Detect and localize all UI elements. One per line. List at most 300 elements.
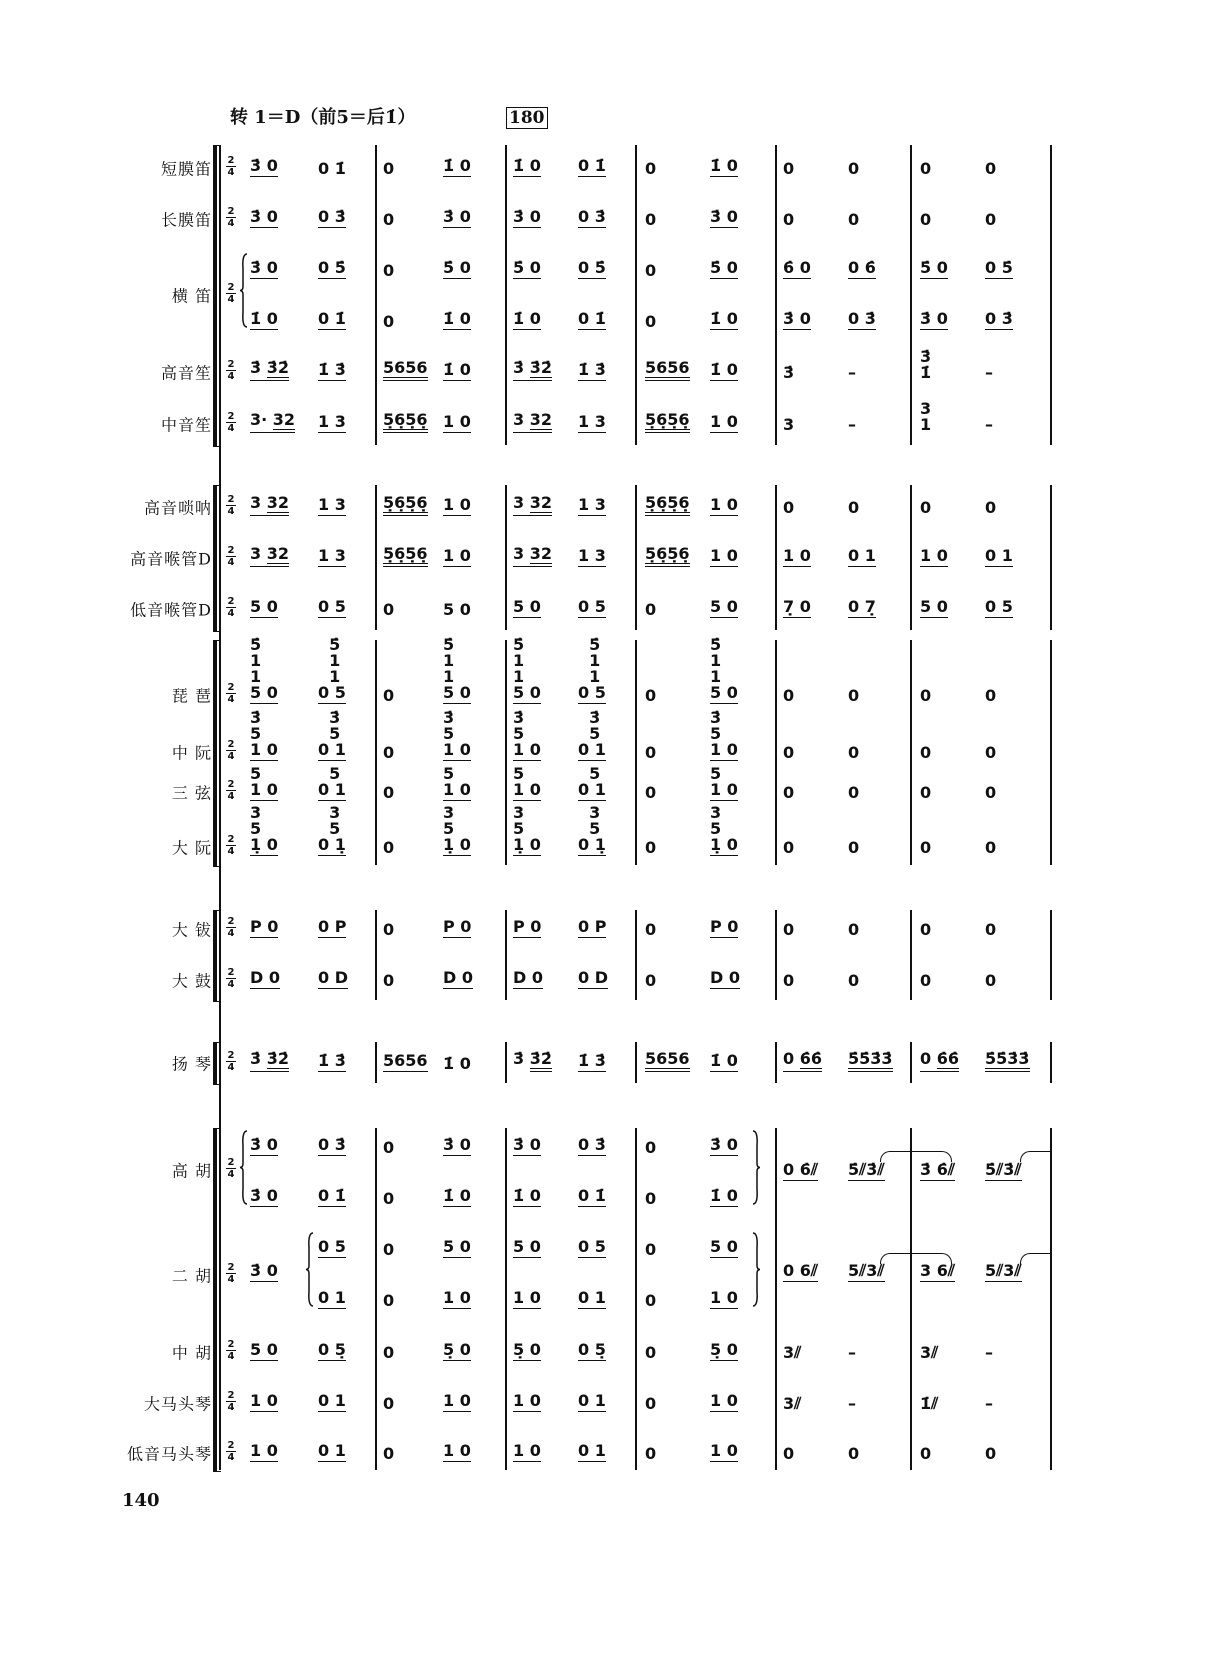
note-text: 0 1 bbox=[578, 1441, 606, 1460]
note-group bbox=[383, 1138, 394, 1157]
note-group bbox=[783, 783, 794, 802]
group-bracket bbox=[213, 1128, 221, 1472]
note-group bbox=[578, 1443, 606, 1462]
note-group bbox=[578, 209, 606, 228]
note-group bbox=[513, 1393, 541, 1412]
note-beat bbox=[250, 1051, 289, 1072]
note-group bbox=[985, 415, 993, 434]
note-text: 5 0 bbox=[443, 600, 471, 619]
note-text: 0 1̇ bbox=[578, 156, 606, 175]
note-beat bbox=[383, 922, 394, 938]
note-beat bbox=[383, 602, 394, 618]
note-text: – bbox=[985, 1394, 993, 1413]
note-text: 0 bbox=[985, 498, 997, 517]
note-beat bbox=[513, 637, 541, 704]
note-group bbox=[383, 1291, 394, 1310]
note-text: 3̇ 0 bbox=[710, 207, 738, 226]
note-beat bbox=[710, 311, 738, 330]
note-beat bbox=[250, 546, 289, 567]
note-group bbox=[383, 360, 428, 381]
note-group bbox=[513, 599, 541, 618]
note-group bbox=[578, 599, 606, 618]
time-signature-top: 2 bbox=[227, 1440, 235, 1451]
note-group bbox=[985, 838, 996, 857]
note-beat bbox=[318, 414, 346, 433]
note-group bbox=[513, 1443, 541, 1462]
note-text: 0 bbox=[783, 686, 795, 705]
time-signature-bottom: 4 bbox=[227, 791, 235, 802]
note-text: 0 bbox=[985, 159, 997, 178]
note-text: 0 bbox=[783, 159, 795, 178]
note-text: 5⫽3⫽ bbox=[848, 1261, 885, 1280]
note-beat bbox=[383, 212, 394, 228]
note-group bbox=[383, 743, 394, 762]
note-text: 0 bbox=[383, 600, 395, 619]
note-beat bbox=[783, 417, 794, 433]
note-group bbox=[783, 548, 811, 567]
time-signature bbox=[226, 683, 236, 704]
time-signature bbox=[226, 283, 236, 304]
group-bracket bbox=[213, 910, 221, 1002]
time-signature-bottom: 4 bbox=[227, 1274, 235, 1285]
note-group bbox=[710, 311, 738, 330]
barline bbox=[505, 1042, 507, 1083]
note-text: 3̇ 0 bbox=[783, 309, 811, 328]
note-beat bbox=[783, 1446, 794, 1462]
instrument-label: 大 阮 bbox=[171, 838, 212, 858]
note-group bbox=[985, 363, 993, 382]
barline bbox=[775, 145, 777, 445]
note-text: 5 0 1 bbox=[318, 764, 346, 799]
note-beat bbox=[318, 1053, 346, 1072]
note-text: 0 bbox=[985, 920, 997, 939]
barline bbox=[910, 910, 912, 1000]
note-text: 5 1 0 bbox=[443, 764, 471, 799]
sixteenth-notes: 3̇2̇ bbox=[529, 358, 552, 377]
note-beat bbox=[920, 500, 931, 516]
note-group bbox=[383, 312, 394, 331]
note-group bbox=[985, 1263, 1022, 1282]
note-beat bbox=[710, 1239, 738, 1258]
note-text: 0 5̇ bbox=[318, 258, 346, 277]
note-text: 0 bbox=[985, 743, 997, 762]
note-group bbox=[848, 210, 859, 229]
note-group bbox=[783, 1444, 794, 1463]
time-signature-bottom: 4 bbox=[227, 751, 235, 762]
barline bbox=[1050, 640, 1052, 865]
note-text: 0 bbox=[920, 498, 932, 517]
note-group bbox=[250, 546, 289, 567]
note-group bbox=[920, 548, 948, 567]
group-bracket bbox=[213, 640, 221, 867]
note-group bbox=[985, 686, 996, 705]
note-text: 0 bbox=[383, 1444, 395, 1463]
note-text: 3̇ 5 1 0 bbox=[710, 708, 738, 759]
note-text: 0 bbox=[920, 920, 932, 939]
barline bbox=[505, 485, 507, 630]
note-beat bbox=[443, 1137, 471, 1156]
time-signature-top: 2 bbox=[227, 779, 235, 790]
note-group bbox=[985, 1051, 1030, 1072]
note-beat bbox=[783, 548, 811, 567]
note-text: 1̇ 0 bbox=[443, 156, 471, 175]
time-signature-bottom: 4 bbox=[227, 979, 235, 990]
note-text: 0 bbox=[985, 1444, 997, 1463]
note-beat bbox=[783, 311, 811, 330]
instrument-label: 中 阮 bbox=[171, 743, 212, 763]
note-text: 3̇ 1̇ bbox=[920, 347, 932, 382]
note-group bbox=[710, 497, 738, 516]
tie-arc bbox=[880, 1151, 952, 1162]
note-text: 3· bbox=[250, 410, 273, 429]
note-text: 1 0 bbox=[513, 1288, 541, 1307]
note-group bbox=[443, 260, 471, 279]
note-beat bbox=[250, 1263, 278, 1282]
note-beat bbox=[985, 599, 1013, 618]
note-group bbox=[920, 1394, 938, 1413]
note-beat bbox=[513, 599, 541, 618]
sixteenth-notes: 3̇2̇ bbox=[530, 1051, 552, 1072]
note-group bbox=[383, 261, 394, 280]
tie-arc bbox=[1020, 1151, 1051, 1162]
note-text: 1 0 bbox=[783, 546, 811, 565]
time-signature-top: 2 bbox=[227, 545, 235, 556]
note-text: 0 bbox=[645, 1394, 657, 1413]
note-group bbox=[710, 1342, 738, 1361]
time-signature-top: 2 bbox=[227, 206, 235, 217]
note-beat bbox=[578, 497, 606, 516]
note-beat bbox=[645, 1345, 656, 1361]
note-group bbox=[985, 210, 996, 229]
note-group bbox=[250, 710, 278, 761]
note-beat bbox=[250, 209, 278, 228]
note-text: 1 0 bbox=[443, 495, 471, 514]
time-signature bbox=[226, 1391, 236, 1412]
note-group bbox=[645, 1138, 656, 1157]
note-group bbox=[443, 1443, 471, 1462]
note-text: 0 bbox=[920, 743, 932, 762]
note-text: 3 5 0 1̣ bbox=[318, 803, 346, 854]
note-beat bbox=[848, 1162, 885, 1181]
note-beat bbox=[318, 1239, 346, 1258]
note-beat bbox=[383, 1345, 394, 1361]
note-beat bbox=[783, 365, 794, 381]
note-beat bbox=[848, 212, 859, 228]
note-beat bbox=[578, 1137, 606, 1156]
note-text: 0 3̇ bbox=[318, 1135, 346, 1154]
note-group bbox=[783, 686, 794, 705]
time-signature-top: 2 bbox=[227, 739, 235, 750]
note-beat bbox=[645, 785, 656, 801]
note-group bbox=[443, 970, 473, 989]
time-signature-top: 2 bbox=[227, 1050, 235, 1061]
note-text: 0 1 bbox=[578, 1391, 606, 1410]
note-text: 1 3 bbox=[318, 412, 346, 431]
note-group bbox=[645, 1394, 656, 1413]
note-text: 0 bbox=[920, 971, 932, 990]
note-text: 5 1 0 bbox=[710, 764, 738, 799]
note-text: 0 1̇ bbox=[318, 159, 346, 178]
note-group bbox=[443, 1393, 471, 1412]
instrument-label: 琵 琶 bbox=[171, 686, 212, 706]
instrument-label: 高音唢呐 bbox=[143, 498, 212, 518]
key-change-marking: 转 1＝D（前5＝后1̇） bbox=[230, 107, 416, 128]
note-beat bbox=[645, 973, 656, 989]
note-group bbox=[848, 1051, 893, 1072]
note-beat bbox=[920, 548, 948, 567]
note-text: 0 bbox=[848, 920, 860, 939]
note-group bbox=[250, 360, 289, 381]
note-text: 0 bbox=[848, 783, 860, 802]
note-text: 5̇5̇3̇3̇ bbox=[848, 1049, 893, 1068]
note-text: 0 bbox=[783, 1444, 795, 1463]
note-beat bbox=[848, 1446, 859, 1462]
note-text: 0 1 bbox=[318, 1391, 346, 1410]
note-beat bbox=[513, 1188, 541, 1207]
note-beat bbox=[513, 1443, 541, 1462]
note-group bbox=[985, 260, 1013, 279]
note-text: 5̣6̣5̣6̣ bbox=[645, 493, 690, 512]
note-beat bbox=[250, 805, 278, 856]
note-text: 5 0 1 bbox=[578, 764, 606, 799]
instrument-label: 中 胡 bbox=[171, 1343, 212, 1363]
note-text: P 0 bbox=[710, 917, 739, 936]
note-beat bbox=[920, 1446, 931, 1462]
note-beat bbox=[318, 1290, 346, 1309]
note-group bbox=[513, 360, 552, 381]
note-beat bbox=[985, 161, 996, 177]
note-text: 0 bbox=[383, 971, 395, 990]
note-group bbox=[318, 710, 346, 761]
note-beat bbox=[513, 919, 541, 938]
note-beat bbox=[848, 973, 859, 989]
note-group bbox=[848, 1394, 856, 1413]
note-group bbox=[578, 362, 606, 381]
note-beat bbox=[645, 1293, 656, 1309]
note-text: 0 bbox=[920, 210, 932, 229]
note-group bbox=[578, 1053, 606, 1072]
time-signature bbox=[226, 740, 236, 761]
note-group bbox=[318, 1443, 346, 1462]
note-beat bbox=[250, 495, 289, 516]
note-text: 0 1̇ bbox=[318, 309, 346, 328]
note-beat bbox=[783, 745, 794, 761]
note-beat bbox=[443, 710, 471, 761]
note-group bbox=[848, 498, 859, 517]
note-group bbox=[443, 1239, 471, 1258]
note-text: 1 0 bbox=[920, 546, 948, 565]
note-beat bbox=[318, 260, 346, 279]
note-group bbox=[578, 805, 606, 856]
note-text: 5̣ 0 bbox=[513, 1340, 541, 1359]
note-text: 0 bbox=[783, 210, 795, 229]
sixteenth-notes: 32 bbox=[529, 410, 552, 429]
note-beat bbox=[578, 637, 606, 704]
note-text: 3 bbox=[513, 493, 530, 512]
note-beat bbox=[250, 1443, 278, 1462]
note-beat bbox=[250, 1188, 278, 1207]
note-group bbox=[383, 971, 394, 990]
note-text: 1 0 bbox=[443, 1441, 471, 1460]
note-text: 0 bbox=[383, 261, 395, 280]
note-group bbox=[318, 1239, 346, 1258]
note-group bbox=[318, 159, 346, 178]
note-text: 1 3 bbox=[318, 546, 346, 565]
note-beat bbox=[710, 805, 738, 856]
note-beat bbox=[848, 840, 859, 856]
note-group bbox=[710, 548, 738, 567]
note-beat bbox=[443, 1188, 471, 1207]
note-group bbox=[443, 1188, 471, 1207]
note-group bbox=[848, 599, 876, 618]
note-text: 3̇ bbox=[250, 358, 267, 377]
note-text: 0 bbox=[783, 920, 795, 939]
note-beat bbox=[848, 548, 876, 567]
note-text: 0 bbox=[783, 783, 795, 802]
note-text: 3̇ 0 bbox=[513, 207, 541, 226]
note-group bbox=[920, 311, 948, 330]
note-text: 5656 bbox=[383, 358, 428, 377]
note-text: D 0 bbox=[513, 968, 543, 987]
note-beat bbox=[783, 1051, 822, 1072]
sixteenth-notes: 32 bbox=[529, 544, 552, 563]
note-beat bbox=[985, 365, 993, 381]
note-beat bbox=[645, 495, 690, 516]
note-beat bbox=[920, 1345, 938, 1361]
instrument-label: 高 胡 bbox=[171, 1161, 212, 1181]
tie-arc bbox=[1020, 1253, 1051, 1264]
note-beat bbox=[783, 1263, 818, 1282]
note-text: 0 1̇ bbox=[578, 1186, 606, 1205]
instrument-label: 大马头琴 bbox=[143, 1394, 212, 1414]
note-text: 0 bbox=[645, 1343, 657, 1362]
note-text: 3⫽ bbox=[783, 1343, 802, 1362]
note-beat bbox=[710, 362, 738, 381]
note-beat bbox=[985, 1446, 996, 1462]
note-text: 3 bbox=[783, 415, 795, 434]
sixteenth-notes: 6̇6̇ bbox=[799, 1049, 822, 1068]
note-group bbox=[710, 919, 738, 938]
note-text: 0 bbox=[848, 1444, 860, 1463]
note-group bbox=[848, 1162, 885, 1181]
time-signature-top: 2 bbox=[227, 282, 235, 293]
group-bracket bbox=[213, 485, 221, 632]
note-group bbox=[920, 260, 948, 279]
note-group bbox=[250, 209, 278, 228]
note-group bbox=[513, 209, 541, 228]
note-beat bbox=[383, 1293, 394, 1309]
note-beat bbox=[848, 500, 859, 516]
note-text: 3⫽ bbox=[783, 1394, 802, 1413]
note-text: 0 bbox=[645, 1291, 657, 1310]
note-beat bbox=[710, 1137, 738, 1156]
note-text: 0 1 bbox=[578, 1288, 606, 1307]
instrument-label: 低音喉管D bbox=[130, 600, 212, 620]
note-beat bbox=[783, 1162, 818, 1181]
note-group bbox=[250, 637, 278, 704]
brace bbox=[306, 1233, 314, 1306]
note-text: 3̇ 5 0 1 bbox=[578, 708, 606, 759]
note-group bbox=[443, 497, 471, 516]
barline bbox=[505, 910, 507, 1000]
barline bbox=[775, 640, 777, 865]
note-text: 0 5̣ bbox=[318, 1340, 346, 1359]
note-text: 1̇ 3̇ bbox=[318, 360, 346, 379]
note-beat bbox=[645, 1051, 690, 1072]
note-beat bbox=[848, 1051, 893, 1072]
note-beat bbox=[710, 158, 738, 177]
note-group bbox=[318, 637, 346, 704]
time-signature bbox=[226, 495, 236, 516]
note-beat bbox=[783, 785, 794, 801]
note-beat bbox=[513, 360, 552, 381]
note-group bbox=[710, 158, 738, 177]
note-group bbox=[383, 1343, 394, 1362]
note-group bbox=[710, 209, 738, 228]
note-beat bbox=[710, 1443, 738, 1462]
time-signature-bottom: 4 bbox=[227, 928, 235, 939]
note-beat bbox=[443, 1342, 471, 1361]
note-text: 5̣6̣5̣6̣ bbox=[383, 410, 428, 429]
note-text: 5̇ 1 1 5 0 bbox=[513, 635, 541, 702]
note-beat bbox=[318, 970, 348, 989]
note-beat bbox=[443, 766, 471, 801]
note-beat bbox=[783, 840, 794, 856]
note-group bbox=[513, 970, 543, 989]
note-beat bbox=[848, 745, 859, 761]
note-beat bbox=[318, 919, 346, 938]
note-text: 0 bbox=[848, 210, 860, 229]
note-text: 0 bbox=[920, 1444, 932, 1463]
note-beat bbox=[513, 546, 552, 567]
time-signature-top: 2 bbox=[227, 1390, 235, 1401]
note-text: 3̇ 0 bbox=[250, 1135, 278, 1154]
note-beat bbox=[443, 970, 473, 989]
note-text: 0 6̇⫽ bbox=[783, 1160, 818, 1179]
note-text: 1 0 bbox=[710, 546, 738, 565]
note-text: 3̇ 5 0 1 bbox=[318, 708, 346, 759]
note-group bbox=[318, 1053, 346, 1072]
note-group bbox=[783, 971, 794, 990]
note-text: 3̇ 0 bbox=[250, 1186, 278, 1205]
note-beat bbox=[383, 161, 394, 177]
instrument-label: 三 弦 bbox=[171, 783, 212, 803]
note-group bbox=[710, 599, 738, 618]
note-text: 0 5 bbox=[578, 1237, 606, 1256]
note-group bbox=[318, 599, 346, 618]
note-beat bbox=[920, 840, 931, 856]
time-signature bbox=[226, 207, 236, 228]
note-text: 1̇ 0 bbox=[710, 1051, 738, 1070]
note-text: 0 1̇ bbox=[578, 309, 606, 328]
note-text: 3 5 1̣ 0 bbox=[443, 803, 471, 854]
note-beat bbox=[985, 1162, 1022, 1181]
note-beat bbox=[848, 260, 876, 279]
time-signature bbox=[226, 780, 236, 801]
note-beat bbox=[443, 209, 471, 228]
note-beat bbox=[250, 599, 278, 618]
note-text: 0 5 bbox=[578, 597, 606, 616]
note-text: 0 bbox=[383, 1189, 395, 1208]
note-beat bbox=[383, 785, 394, 801]
note-beat bbox=[783, 212, 794, 228]
note-text: 5 0 bbox=[920, 597, 948, 616]
instrument-label: 短膜笛 bbox=[160, 159, 212, 179]
note-text: 1 0 bbox=[513, 1441, 541, 1460]
note-group bbox=[985, 311, 1013, 330]
note-text: 0 bbox=[985, 783, 997, 802]
note-beat bbox=[513, 412, 552, 433]
